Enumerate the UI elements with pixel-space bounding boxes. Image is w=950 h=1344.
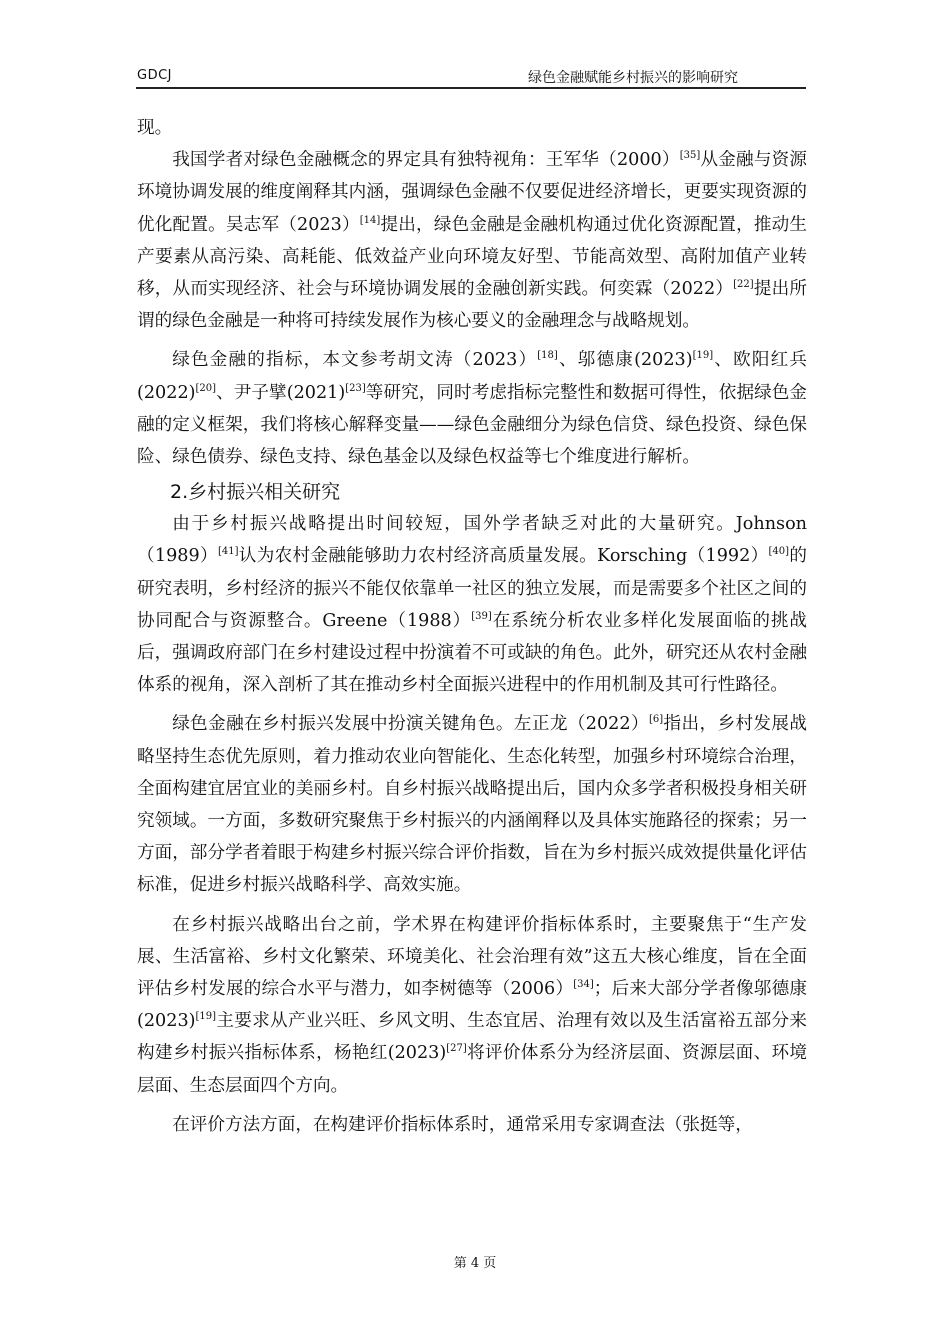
header-paper-title: 绿色金融赋能乡村振兴的影响研究 <box>528 70 738 86</box>
paragraph-evaluation-system: 在乡村振兴战略出台之前，学术界在构建评价指标体系时，主要聚焦于“生产发展、生活富裕、乡村文化繁荣、环境美化、社会治理有效”这五大核心维度，旨在全面评估乡村发展的综合水平与潜力，如李树德等（2006）[34]；后来大部分学者像邬德康(2023)[19]主要求从产业兴旺、乡风文明、生态宜居、治理有效以及生活富裕五部分来构建乡村振兴指标体系，杨艳红(2023)[27]将评价体系分为经济层面、资源层面、环境层面、生态层面四个方向。 <box>137 914 807 1096</box>
section-heading: 2.乡村振兴相关研究 <box>170 481 341 504</box>
header-journal-code: GDCJ <box>137 68 172 83</box>
paragraph-definition: 我国学者对绿色金融概念的界定具有独特视角：王军华（2000）[35]从金融与资源环境协调发展的维度阐释其内涵，强调绿色金融不仅要促进经济增长，更要实现资源的优化配置。吴志军（2023）[14]提出，绿色金融是金融机构通过优化资源配置，推动生产要素从高污染、高耗能、低效益产业向环境友好型、节能高效型、高附加值产业转移，从而实现经济、社会与环境协调发展的金融创新实践。何奕霖（2022）[22]提出所谓的绿色金融是一种将可持续发展作为核心要义的金融理念与战略规划。 <box>137 150 807 332</box>
citation-ref: [19] <box>692 350 714 362</box>
citation-ref: [39] <box>471 610 492 622</box>
body-text <box>137 112 807 1141</box>
paragraph-green-finance-role: 绿色金融在乡村振兴发展中扮演关键角色。左正龙（2022）[6]指出，乡村发展战略坚持生态优先原则，着力推动农业向智能化、生态化转型，加强乡村环境综合治理，全面构建宜居宜业的美丽乡村。自乡村振兴战略提出后，国内众多学者积极投身相关研究领域。一方面，多数研究聚焦于乡村振兴的内涵阐释以及具体实施路径的探索；另一方面，部分学者着眼于构建乡村振兴综合评价指数，旨在为乡村振兴成效提供量化评估标准，促进乡村振兴战略科学、高效实施。 <box>137 714 807 896</box>
citation-ref: [22] <box>733 279 754 291</box>
citation-ref: [27] <box>446 1043 467 1055</box>
citation-ref: [14] <box>359 214 381 226</box>
page-header <box>136 66 806 89</box>
paragraph-foreign-research: 由于乡村振兴战略提出时间较短，国外学者缺乏对此的大量研究。Johnson（1989）[41]认为农村金融能够助力农村经济高质量发展。Korsching（1992）[40]的研究表明，乡村经济的振兴不能仅依靠单一社区的独立发展，而是需要多个社区之间的协同配合与资源整合。Greene（1988）[39]在系统分析农业多样化发展面临的挑战后，强调政府部门在乡村建设过程中扮演着不可或缺的角色。此外，研究还从农村金融体系的视角，深入剖析了其在推动乡村全面振兴进程中的作用机制及其可行性路径。 <box>137 514 807 696</box>
citation-ref: [41] <box>217 546 239 558</box>
paragraph-evaluation-method: 在评价方法方面，在构建评价指标体系时，通常采用专家调查法（张挺等， <box>172 1114 753 1135</box>
citation-ref: [34] <box>573 979 594 991</box>
citation-ref: [40] <box>768 546 790 558</box>
citation-ref: [6] <box>648 714 664 726</box>
citation-ref: [18] <box>537 350 558 362</box>
paragraph-continuation: 现。 <box>137 118 173 138</box>
citation-ref: [35] <box>679 150 701 162</box>
paragraph-indicators: 绿色金融的指标，本文参考胡文涛（2023）[18]、邬德康(2023)[19]、欧阳红兵(2022)[20]、尹子擘(2021)[23]等研究，同时考虑指标完整性和数据可得性，依据绿色金融的定义框架，我们将核心解释变量——绿色金融细分为绿色信贷、绿色投资、绿色保险、绿色债券、绿色支持、绿色基金以及绿色权益等七个维度进行解析。 <box>137 350 807 468</box>
citation-ref: [23] <box>345 382 366 394</box>
page-number: 第 4 页 <box>453 1256 497 1271</box>
citation-ref: [19] <box>195 1011 217 1023</box>
citation-ref: [20] <box>195 382 217 394</box>
